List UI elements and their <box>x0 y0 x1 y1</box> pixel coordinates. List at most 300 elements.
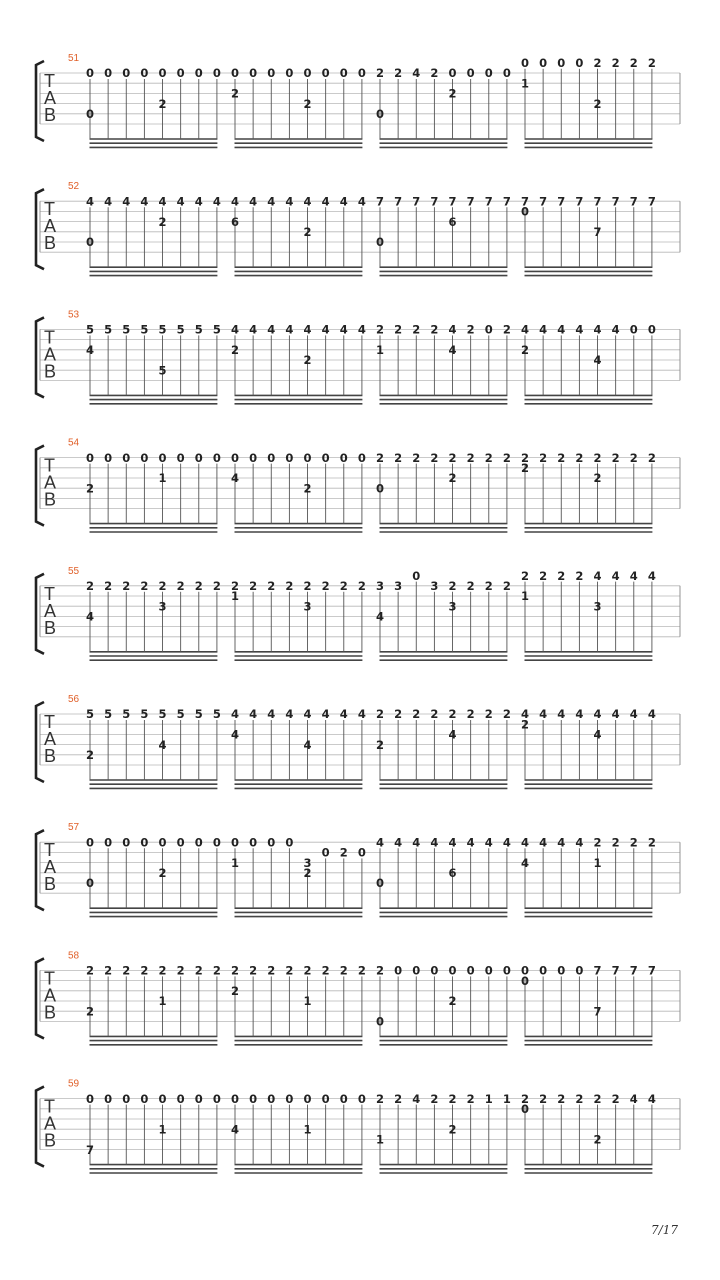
fret-number: 6 <box>230 214 240 229</box>
fret-number: 4 <box>85 194 95 209</box>
tab-clef-letter: B <box>44 361 57 382</box>
fret-number: 4 <box>539 707 548 722</box>
fret-number: 2 <box>394 1091 403 1106</box>
fret-number: 0 <box>230 1091 240 1106</box>
fret-number: 0 <box>484 66 493 81</box>
fret-number: 0 <box>285 835 294 850</box>
fret-number: 4 <box>85 343 95 357</box>
tab-clef-letter: B <box>44 1002 57 1023</box>
fret-number: 4 <box>520 322 530 337</box>
fret-number: 0 <box>502 963 511 978</box>
fret-number: 0 <box>85 66 95 81</box>
fret-number: 2 <box>593 471 602 486</box>
tab-clef-letter: A <box>44 600 57 621</box>
fret-number: 0 <box>267 66 276 81</box>
fret-number: 0 <box>85 876 95 891</box>
fret-number: 2 <box>140 963 149 978</box>
fret-number: 2 <box>647 835 656 850</box>
fret-number: 0 <box>321 1091 330 1106</box>
fret-number: 2 <box>647 56 656 70</box>
fret-number: 2 <box>520 568 530 583</box>
fret-number: 2 <box>267 963 276 978</box>
fret-number: 2 <box>375 963 385 978</box>
fret-number: 5 <box>212 707 221 722</box>
fret-number: 2 <box>466 322 475 337</box>
fret-number: 2 <box>394 450 403 465</box>
fret-number: 4 <box>629 568 638 583</box>
fret-number: 4 <box>575 707 584 722</box>
fret-number: 0 <box>466 66 475 81</box>
fret-number: 2 <box>484 450 493 465</box>
fret-number: 0 <box>520 56 530 70</box>
fret-number: 0 <box>230 66 240 81</box>
fret-number: 0 <box>176 835 185 850</box>
fret-number: 2 <box>448 450 457 465</box>
fret-number: 7 <box>593 1004 602 1019</box>
fret-number: 0 <box>448 66 457 81</box>
fret-number: 0 <box>647 322 656 337</box>
tab-system <box>36 309 680 403</box>
fret-number: 2 <box>593 56 602 70</box>
fret-number: 2 <box>448 471 457 486</box>
fret-number: 0 <box>557 56 566 70</box>
tab-clef-letter: T <box>44 840 55 861</box>
fret-number: 4 <box>539 835 548 850</box>
fret-number: 4 <box>448 322 457 337</box>
fret-number: 5 <box>140 322 149 337</box>
fret-number: 4 <box>593 727 602 742</box>
fret-number: 0 <box>212 450 221 465</box>
fret-number: 2 <box>357 963 366 978</box>
fret-number: 4 <box>412 835 421 850</box>
fret-number: 2 <box>230 343 240 357</box>
fret-number: 0 <box>140 1091 149 1106</box>
fret-number: 4 <box>249 194 258 209</box>
fret-number: 4 <box>140 194 149 209</box>
tab-clef-letter: T <box>44 455 55 476</box>
tab-clef-letter: A <box>44 985 57 1006</box>
fret-number: 0 <box>357 1091 366 1106</box>
fret-number: 2 <box>430 450 439 465</box>
fret-number: 7 <box>593 194 602 209</box>
fret-number: 2 <box>321 579 330 593</box>
fret-number: 4 <box>267 194 276 209</box>
fret-number: 0 <box>520 204 530 219</box>
tab-clef-letter: B <box>44 617 57 638</box>
fret-number: 4 <box>557 322 566 337</box>
fret-number: 0 <box>285 66 294 81</box>
fret-number: 5 <box>212 322 221 337</box>
fret-number: 2 <box>502 579 511 593</box>
fret-number: 0 <box>357 66 366 81</box>
fret-number: 1 <box>375 1132 385 1147</box>
fret-number: 2 <box>448 86 457 101</box>
fret-number: 0 <box>303 66 312 81</box>
fret-number: 0 <box>520 1102 530 1116</box>
fret-number: 0 <box>448 963 457 978</box>
fret-number: 2 <box>176 579 185 593</box>
fret-number: 2 <box>85 579 95 593</box>
tab-clef-letter: A <box>44 729 57 749</box>
tab-clef-letter: B <box>44 746 57 766</box>
fret-number: 7 <box>466 194 475 209</box>
tab-clef-letter: T <box>44 712 55 732</box>
fret-number: 2 <box>412 322 421 337</box>
fret-number: 4 <box>230 707 240 722</box>
measure-number: 51 <box>68 53 80 64</box>
fret-number: 2 <box>502 707 511 722</box>
fret-number: 2 <box>484 707 493 722</box>
measure-number: 53 <box>68 309 80 321</box>
fret-number: 2 <box>85 748 95 762</box>
fret-number: 0 <box>140 450 149 465</box>
fret-number: 2 <box>520 343 530 357</box>
fret-number: 4 <box>321 322 330 337</box>
fret-number: 0 <box>629 322 638 337</box>
fret-number: 0 <box>249 1091 258 1106</box>
fret-number: 2 <box>557 568 566 583</box>
fret-number: 0 <box>466 963 475 978</box>
fret-number: 2 <box>629 56 638 70</box>
tab-clef-letter: A <box>44 857 57 878</box>
fret-number: 4 <box>176 194 185 209</box>
fret-number: 7 <box>375 194 385 209</box>
fret-number: 4 <box>611 707 620 722</box>
fret-number: 2 <box>502 450 511 465</box>
fret-number: 4 <box>520 855 530 870</box>
fret-number: 0 <box>194 450 203 465</box>
fret-number: 0 <box>194 835 203 850</box>
fret-number: 2 <box>158 214 167 229</box>
fret-number: 2 <box>520 717 530 732</box>
fret-number: 2 <box>158 96 167 111</box>
fret-number: 2 <box>85 1004 95 1019</box>
fret-number: 0 <box>375 235 385 250</box>
fret-number: 4 <box>230 727 240 742</box>
fret-number: 4 <box>629 1091 638 1106</box>
fret-number: 2 <box>122 963 131 978</box>
fret-number: 4 <box>647 707 656 722</box>
fret-number: 0 <box>557 963 566 978</box>
page-number: 7/17 <box>651 1223 678 1237</box>
fret-number: 4 <box>647 1091 656 1106</box>
fret-number: 0 <box>502 66 511 81</box>
fret-number: 0 <box>122 450 131 465</box>
fret-number: 2 <box>176 963 185 978</box>
fret-number: 4 <box>357 322 366 337</box>
fret-number: 0 <box>357 450 366 465</box>
fret-number: 2 <box>194 963 203 978</box>
fret-number: 0 <box>176 450 185 465</box>
fret-number: 4 <box>212 194 221 209</box>
fret-number: 2 <box>593 450 602 465</box>
fret-number: 3 <box>303 599 312 614</box>
measure-number: 56 <box>68 694 80 705</box>
fret-number: 4 <box>539 322 548 337</box>
fret-number: 2 <box>158 579 167 593</box>
fret-number: 1 <box>158 1122 167 1137</box>
fret-number: 0 <box>104 1091 113 1106</box>
fret-number: 4 <box>303 737 312 752</box>
fret-number: 2 <box>140 579 149 593</box>
fret-number: 2 <box>375 322 385 337</box>
fret-number: 0 <box>140 66 149 81</box>
fret-number: 3 <box>303 855 312 870</box>
fret-number: 7 <box>611 963 620 978</box>
fret-number: 2 <box>212 579 221 593</box>
fret-number: 5 <box>104 707 113 722</box>
fret-number: 2 <box>448 707 457 722</box>
fret-number: 5 <box>85 707 95 722</box>
fret-number: 2 <box>230 86 240 101</box>
fret-number: 0 <box>285 1091 294 1106</box>
fret-number: 2 <box>430 322 439 337</box>
fret-number: 4 <box>249 322 258 337</box>
fret-number: 0 <box>394 963 403 978</box>
fret-number: 2 <box>430 707 439 722</box>
fret-number: 4 <box>285 707 294 722</box>
fret-number: 7 <box>611 194 620 209</box>
fret-number: 2 <box>520 461 530 475</box>
fret-number: 0 <box>357 845 366 860</box>
fret-number: 2 <box>194 579 203 593</box>
fret-number: 4 <box>158 737 167 752</box>
fret-number: 5 <box>194 707 203 722</box>
fret-number: 0 <box>539 56 548 70</box>
tab-clef-letter: A <box>44 88 57 108</box>
tab-clef-letter: T <box>44 583 55 604</box>
tab-system <box>36 566 680 660</box>
fret-number: 4 <box>267 322 276 337</box>
fret-number: 2 <box>611 1091 620 1106</box>
fret-number: 2 <box>85 963 95 978</box>
fret-number: 4 <box>629 707 638 722</box>
fret-number: 2 <box>285 579 294 593</box>
fret-number: 4 <box>520 707 530 722</box>
fret-number: 7 <box>647 963 656 978</box>
fret-number: 2 <box>321 963 330 978</box>
fret-number: 2 <box>339 845 348 860</box>
fret-number: 1 <box>593 855 602 870</box>
fret-number: 0 <box>321 66 330 81</box>
fret-number: 7 <box>430 194 439 209</box>
fret-number: 1 <box>375 343 385 357</box>
fret-number: 4 <box>194 194 203 209</box>
fret-number: 2 <box>629 835 638 850</box>
fret-number: 4 <box>575 835 584 850</box>
fret-number: 0 <box>375 1014 385 1029</box>
fret-number: 7 <box>539 194 548 209</box>
fret-number: 1 <box>158 994 167 1009</box>
fret-number: 0 <box>339 450 348 465</box>
fret-number: 2 <box>502 322 511 337</box>
fret-number: 2 <box>557 1091 566 1106</box>
fret-number: 4 <box>375 835 385 850</box>
tab-clef-letter: B <box>44 233 57 254</box>
fret-number: 1 <box>230 855 240 870</box>
fret-number: 2 <box>303 481 312 496</box>
tab-clef-letter: B <box>44 489 57 510</box>
fret-number: 2 <box>212 963 221 978</box>
fret-number: 2 <box>575 568 584 583</box>
fret-number: 2 <box>303 579 312 593</box>
fret-number: 5 <box>176 322 185 337</box>
fret-number: 0 <box>176 1091 185 1106</box>
fret-number: 4 <box>230 194 240 209</box>
fret-number: 5 <box>158 707 167 722</box>
fret-number: 5 <box>140 707 149 722</box>
measure-number: 59 <box>68 1078 80 1090</box>
fret-number: 4 <box>557 707 566 722</box>
fret-number: 0 <box>122 835 131 850</box>
fret-number: 0 <box>194 66 203 81</box>
fret-number: 0 <box>158 66 167 81</box>
fret-number: 4 <box>339 322 348 337</box>
fret-number: 7 <box>593 225 602 239</box>
fret-number: 0 <box>375 107 385 121</box>
fret-number: 2 <box>285 963 294 978</box>
fret-number: 4 <box>575 322 584 337</box>
fret-number: 4 <box>303 322 312 337</box>
fret-number: 2 <box>412 707 421 722</box>
fret-number: 4 <box>593 353 602 368</box>
tab-clef-letter: A <box>44 1113 57 1134</box>
fret-number: 7 <box>484 194 493 209</box>
fret-number: 2 <box>303 866 312 880</box>
fret-number: 0 <box>339 66 348 81</box>
fret-number: 5 <box>85 322 95 337</box>
fret-number: 3 <box>593 599 602 614</box>
tab-clef-letter: T <box>44 327 55 348</box>
fret-number: 2 <box>375 66 385 81</box>
fret-number: 2 <box>629 450 638 465</box>
fret-number: 0 <box>412 568 421 583</box>
fret-number: 2 <box>303 225 312 239</box>
fret-number: 1 <box>303 994 312 1009</box>
fret-number: 2 <box>611 450 620 465</box>
fret-number: 2 <box>448 994 457 1009</box>
fret-number: 4 <box>230 1122 240 1137</box>
fret-number: 4 <box>230 471 240 486</box>
fret-number: 4 <box>520 835 530 850</box>
fret-number: 2 <box>575 450 584 465</box>
fret-number: 5 <box>122 322 131 337</box>
fret-number: 7 <box>647 194 656 209</box>
fret-number: 3 <box>448 599 457 614</box>
tab-clef-letter: T <box>44 1096 55 1117</box>
fret-number: 2 <box>85 481 95 496</box>
fret-number: 4 <box>448 727 457 742</box>
fret-number: 0 <box>321 450 330 465</box>
fret-number: 2 <box>158 963 167 978</box>
fret-number: 0 <box>339 1091 348 1106</box>
tab-clef-letter: A <box>44 472 57 493</box>
fret-number: 4 <box>357 194 366 209</box>
fret-number: 0 <box>230 835 240 850</box>
fret-number: 2 <box>593 835 602 850</box>
fret-number: 4 <box>303 194 312 209</box>
fret-number: 2 <box>375 737 385 752</box>
fret-number: 7 <box>502 194 511 209</box>
fret-number: 0 <box>212 1091 221 1106</box>
fret-number: 0 <box>104 66 113 81</box>
fret-number: 4 <box>321 707 330 722</box>
fret-number: 4 <box>339 707 348 722</box>
tab-clef-letter: T <box>44 968 55 989</box>
fret-number: 2 <box>303 96 312 111</box>
fret-number: 1 <box>303 1122 312 1137</box>
fret-number: 4 <box>593 707 602 722</box>
fret-number: 0 <box>267 835 276 850</box>
tab-clef-letter: B <box>44 1130 57 1151</box>
fret-number: 4 <box>611 568 620 583</box>
fret-number: 2 <box>158 866 167 880</box>
tab-system <box>36 822 680 916</box>
fret-number: 7 <box>629 963 638 978</box>
fret-number: 0 <box>85 107 95 121</box>
fret-number: 0 <box>158 1091 167 1106</box>
fret-number: 2 <box>430 66 439 81</box>
fret-number: 2 <box>466 1091 475 1106</box>
tab-clef-letter: B <box>44 105 57 125</box>
fret-number: 5 <box>158 322 167 337</box>
fret-number: 2 <box>593 96 602 111</box>
fret-number: 0 <box>575 56 584 70</box>
fret-number: 4 <box>557 835 566 850</box>
fret-number: 7 <box>412 194 421 209</box>
fret-number: 2 <box>611 56 620 70</box>
fret-number: 0 <box>539 963 548 978</box>
fret-number: 0 <box>520 963 530 978</box>
fret-number: 2 <box>448 579 457 593</box>
fret-number: 0 <box>158 835 167 850</box>
fret-number: 0 <box>249 66 258 81</box>
fret-number: 4 <box>466 835 475 850</box>
fret-number: 7 <box>575 194 584 209</box>
fret-number: 0 <box>85 835 95 850</box>
fret-number: 7 <box>629 194 638 209</box>
fret-number: 7 <box>593 963 602 978</box>
tab-systems <box>36 53 680 1173</box>
fret-number: 4 <box>448 343 457 357</box>
fret-number: 1 <box>520 589 530 604</box>
fret-number: 7 <box>520 194 530 209</box>
fret-number: 7 <box>85 1142 95 1157</box>
tab-system <box>36 53 680 147</box>
fret-number: 2 <box>448 1091 457 1106</box>
fret-number: 0 <box>230 450 240 465</box>
fret-number: 2 <box>375 707 385 722</box>
fret-number: 2 <box>230 984 240 998</box>
fret-number: 1 <box>484 1091 493 1106</box>
fret-number: 0 <box>104 450 113 465</box>
fret-number: 0 <box>194 1091 203 1106</box>
measure-number: 54 <box>68 437 80 449</box>
fret-number: 2 <box>104 963 113 978</box>
fret-number: 1 <box>158 471 167 486</box>
fret-number: 4 <box>430 835 439 850</box>
fret-number: 0 <box>85 235 95 250</box>
fret-number: 7 <box>448 194 457 209</box>
fret-number: 2 <box>230 579 240 593</box>
fret-number: 0 <box>484 963 493 978</box>
fret-number: 0 <box>267 1091 276 1106</box>
fret-number: 2 <box>448 1122 457 1137</box>
fret-number: 2 <box>430 1091 439 1106</box>
fret-number: 0 <box>85 1091 95 1106</box>
fret-number: 4 <box>448 835 457 850</box>
fret-number: 5 <box>176 707 185 722</box>
